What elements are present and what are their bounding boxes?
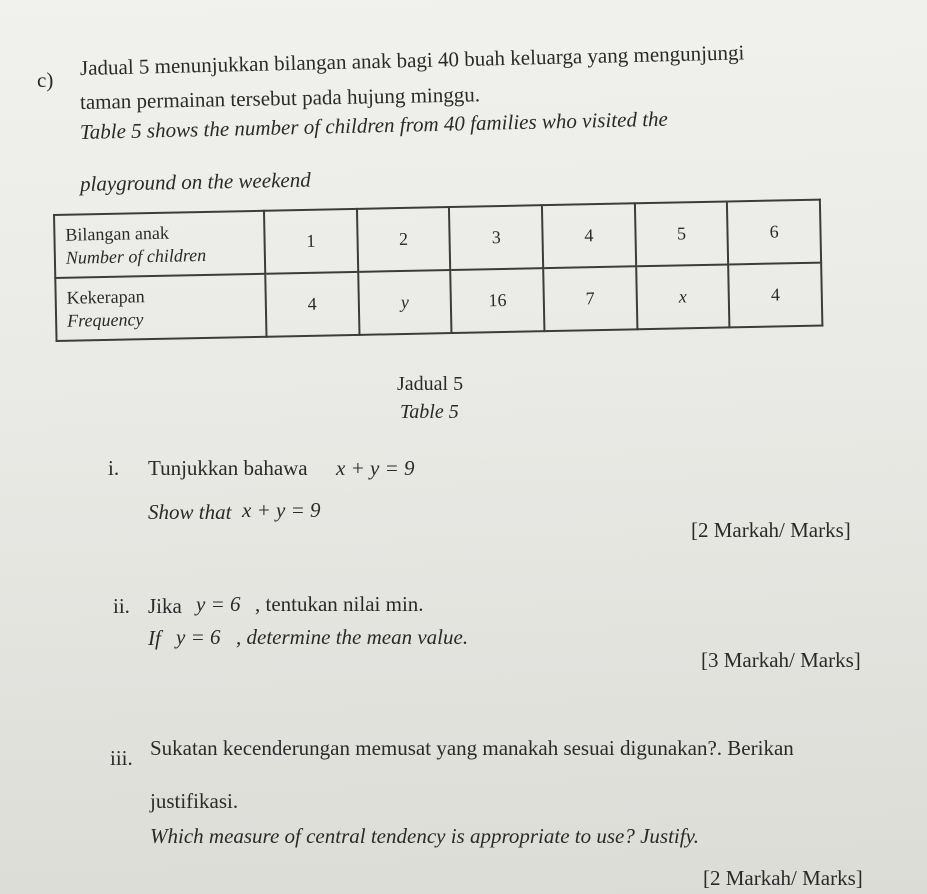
table-cell: y [358,270,452,335]
row-header-ms: Kekerapan [66,286,145,308]
q1-marks: [2 Markah/ Marks] [691,518,851,542]
q2-number: ii. [113,594,130,618]
table-cell: 4 [542,203,636,268]
frequency-table [53,199,823,342]
q3-number: iii. [110,746,133,770]
table-cell: 2 [357,207,451,272]
intro-line-1: Jadual 5 menunjukkan bilangan anak bagi 40 buah keluarga yang mengunjungi [79,40,745,80]
row-header-ms: Bilangan anak [65,222,170,245]
q3-text-ms-1: Sukatan kecenderungan memusat yang manakah sesuai digunakan?. Berikan [150,736,794,760]
row-header-children [54,211,265,278]
row-header-en: Frequency [66,308,144,331]
table-cell: 16 [451,268,545,333]
q1-equation-en: x + y = 9 [242,498,321,522]
table-cell: 4 [265,272,359,337]
q2-eq-en: y = 6 [176,625,221,649]
table-cell: 4 [728,263,822,328]
question-label: c) [37,68,54,92]
table-cell: 7 [543,266,637,331]
table-cell: 6 [727,200,821,265]
row-header-frequency [55,274,266,341]
q2-eq-ms: y = 6 [196,592,241,616]
q1-text-en: Show that [148,500,232,524]
q3-text-en: Which measure of central tendency is appropriate to use? Justify. [150,824,700,848]
intro-line-3: Table 5 shows the number of children from 40 families who visited the [79,106,669,144]
table-caption-en: Table 5 [400,401,459,423]
table-cell: 3 [449,205,543,270]
q2-pre-ms: Jika [148,594,182,618]
q1-equation-ms: x + y = 9 [336,456,415,480]
table-cell: x [636,264,730,329]
row-header-en: Number of children [65,244,207,268]
q1-text-ms: Tunjukkan bahawa [148,456,308,480]
q3-marks: [2 Markah/ Marks] [703,866,863,890]
q2-post-ms: , tentukan nilai min. [255,592,424,616]
table-caption-ms: Jadual 5 [397,373,464,395]
q2-pre-en: If [148,626,161,650]
q3-text-ms-2: justifikasi. [150,789,239,813]
table-cell: 5 [635,201,729,266]
q1-number: i. [108,456,120,480]
table-cell: 1 [264,209,358,274]
intro-line-2: taman permainan tersebut pada hujung minggu. [79,82,481,114]
intro-line-4: playground on the weekend [79,167,311,196]
q2-marks: [3 Markah/ Marks] [701,648,861,672]
q2-post-en: , determine the mean value. [236,625,469,649]
